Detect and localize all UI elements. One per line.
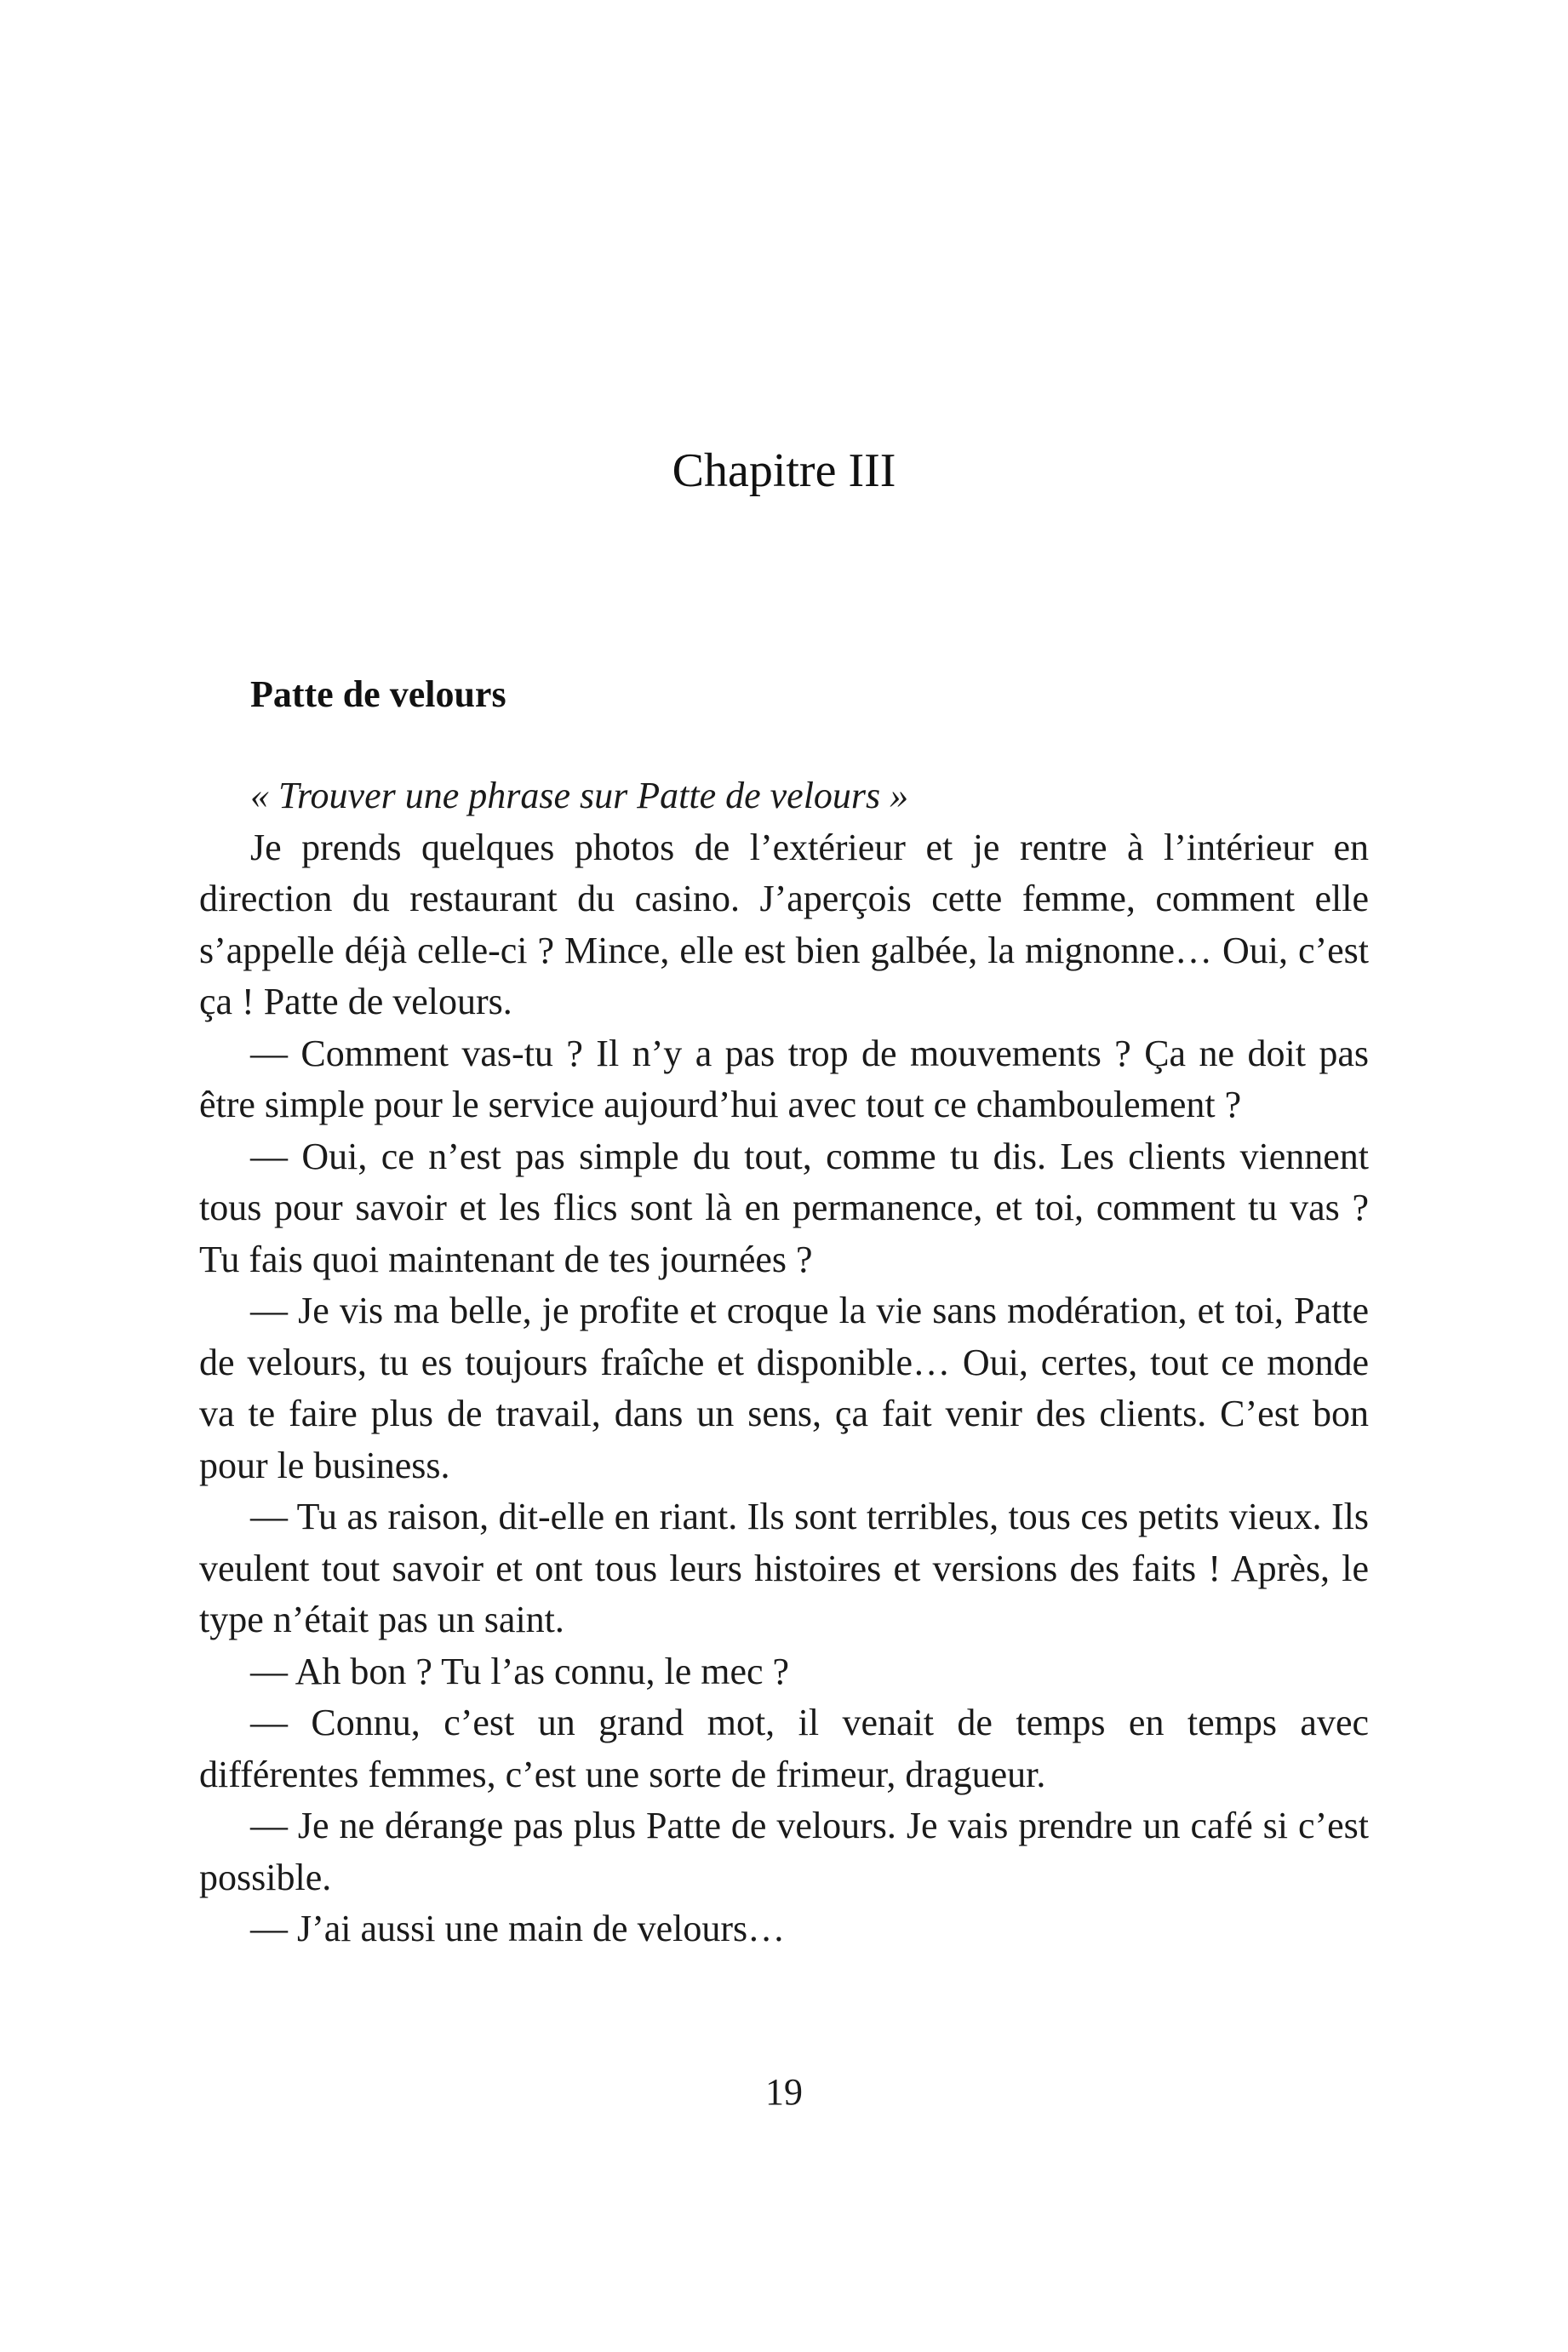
dialogue-line: — Ah bon ? Tu l’as connu, le mec ? [250, 1650, 790, 1692]
dialogue-line: — J’ai aussi une main de velours… [250, 1908, 786, 1949]
dialogue-line: — Tu as raison, dit-elle en riant. Ils sont terribles, tous ces petits vieux. Ils veulent tout savoir et ont tous leurs histoires et versions des faits ! Après, le type n’était pas un saint. [199, 1496, 1369, 1640]
chapter-title: Chapitre III [672, 444, 896, 497]
page-number: 19 [765, 2071, 803, 2113]
dialogue-line: — Je ne dérange pas plus Patte de velours. Je vais prendre un café si c’est possible. [199, 1805, 1369, 1898]
body-text [199, 770, 1369, 1955]
dialogue-line: — Je vis ma belle, je profite et croque la vie sans modération, et toi, Patte de velours, tu es toujours fraîche et disponible… Oui, certes, tout ce monde va te faire plus de travail, dans un sens, ça fait venir des clients. C’est bon pour le business. [199, 1290, 1369, 1486]
dialogue-line: — Connu, c’est un grand mot, il venait de temps en temps avec différentes femmes, c’est une sorte de frimeur, dragueur. [199, 1702, 1369, 1795]
dialogue-line: — Comment vas-tu ? Il n’y a pas trop de mouvements ? Ça ne doit pas être simple pour le service aujourd’hui avec tout ce chamboulement ? [199, 1032, 1369, 1125]
dialogue-line: — Oui, ce n’est pas simple du tout, comme tu dis. Les clients viennent tous pour savoir et les flics sont là en permanence, et toi, comment tu vas ? Tu fais quoi maintenant de tes journées ? [199, 1135, 1369, 1280]
epigraph: « Trouver une phrase sur Patte de velours » [250, 775, 909, 816]
paragraph: Je prends quelques photos de l’extérieur et je rentre à l’intérieur en direction du restaurant du casino. J’aperçois cette femme, comment elle s’appelle déjà celle-ci ? Mince, elle est bien galbée, la mignonne… Oui, c’est ça ! Patte de velours. [199, 826, 1369, 1022]
section-title: Patte de velours [250, 673, 506, 715]
